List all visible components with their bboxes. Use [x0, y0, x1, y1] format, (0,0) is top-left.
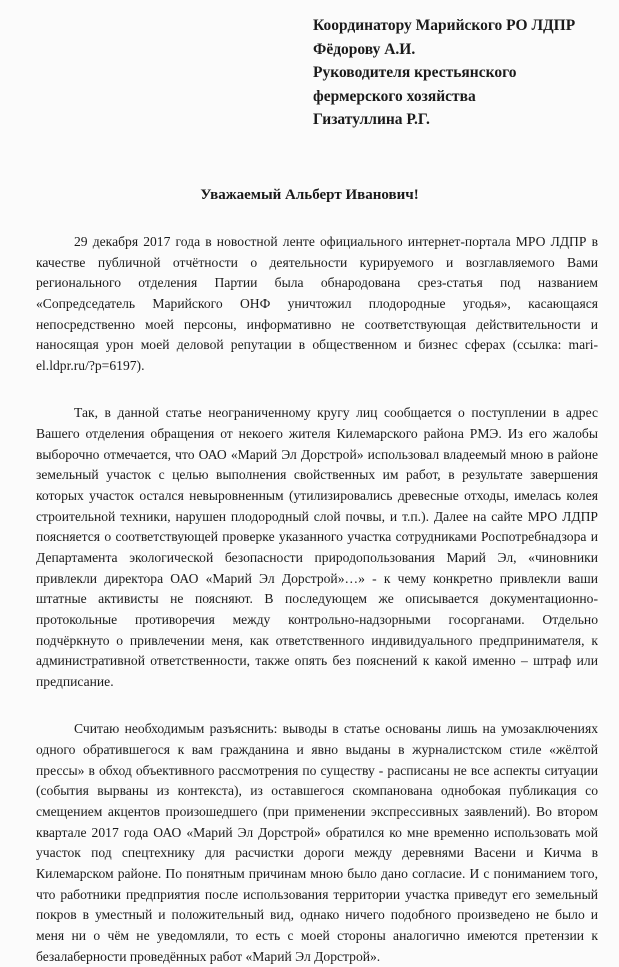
sender-line: фермерского хозяйства [313, 87, 476, 105]
sender-line: Руководителя крестьянского [313, 64, 517, 81]
paragraph-1: 29 декабря 2017 года в новостной ленте официального интернет-портала МРО ЛДПР в качестве публичной отчётности о деятельности курируемого и возглавляемого Вами регионального отделения Партии была обнародована срез-статья под названием «Сопредседатель Марийского ОНФ уничтожил плодородные угодья», касающаяся непосредственно моей персоны, информативно не соответствующая действительности и наносящая урон моей деловой репутации в общественном и бизнес сферах (ссылка: mari-el.ldpr.ru/?p=6197). [36, 234, 598, 373]
letter-body [36, 232, 598, 967]
paragraph-3: Считаю необходимым разъяснить: выводы в статье основаны лишь на умозаключениях одного обратившегося к вам гражданина и явно выданы в журналистском стиле «жёлтой прессы» в обход объективного рассмотрения по существу - расписаны не все аспекты ситуации (события вырваны из контекста), из оставшегося скомпанована однобокая публикация со смещением акцентов произошедшего (при применении экспрессивных заявлений). Во втором квартале 2017 года ОАО «Марий Эл Дорстрой» обратился ко мне временно использовать мой участок под спецтехнику для расчистки дороги между деревнями Васени и Кичма в Килемарском районе. По понятным причинам мною было дано согласие. И с пониманием того, что работники предприятия после использования территории участка приведут его земельный покров в уместный и положительный вид, однако ничего подобного произведено не было и меня ни о чём не уведомляли, то есть с моей стороны аналогично имеются претензии к безалаберности проведённых работ «Марий Эл Дорстрой». [36, 721, 598, 964]
addressee-line: Фёдорову А.И. [313, 40, 416, 58]
salutation: Уважаемый Альберт Иванович! [200, 187, 419, 203]
sender-line: Гизатуллина Р.Г. [313, 111, 430, 128]
paragraph-2: Так, в данной статье неограниченному кругу лиц сообщается о поступлении в адрес Вашего отделения обращения от некоего жителя Килемарского района РМЭ. Из его жалобы выборочно отмечается, что ОАО «Марий Эл Дорстрой» использовал владеемый мною в районе земельный участок с целью выполнения свойственных им работ, в результате завершения которых участок остался невыровненным (утилизировались древесные отходы, имелась колея строительной техники, нарушен плодородный слой почвы, и т.п.). Далее на сайте МРО ЛДПР поясняется о соответствующей проверке указанного участка сотрудниками Роспотребнадзора и Департамента экологической безопасности природопользования Марий Эл, «чиновники привлекли директора ОАО «Марий Эл Дорстрой»…» - к чему конкретно привлекли ваши штатные активисты не поясняют. В последующем же описывается документационно-протокольные противоречия между контрольно-надзорными госорганами. Отдельно подчёркнуто о привлечении меня, как ответственного индивидуального предпринимателя, к административной ответственности, также опять без пояснений к какой именно – штраф или предписание. [36, 405, 598, 689]
addressee-block [313, 14, 613, 132]
addressee-line: Координатору Марийского РО ЛДПР [313, 17, 576, 34]
